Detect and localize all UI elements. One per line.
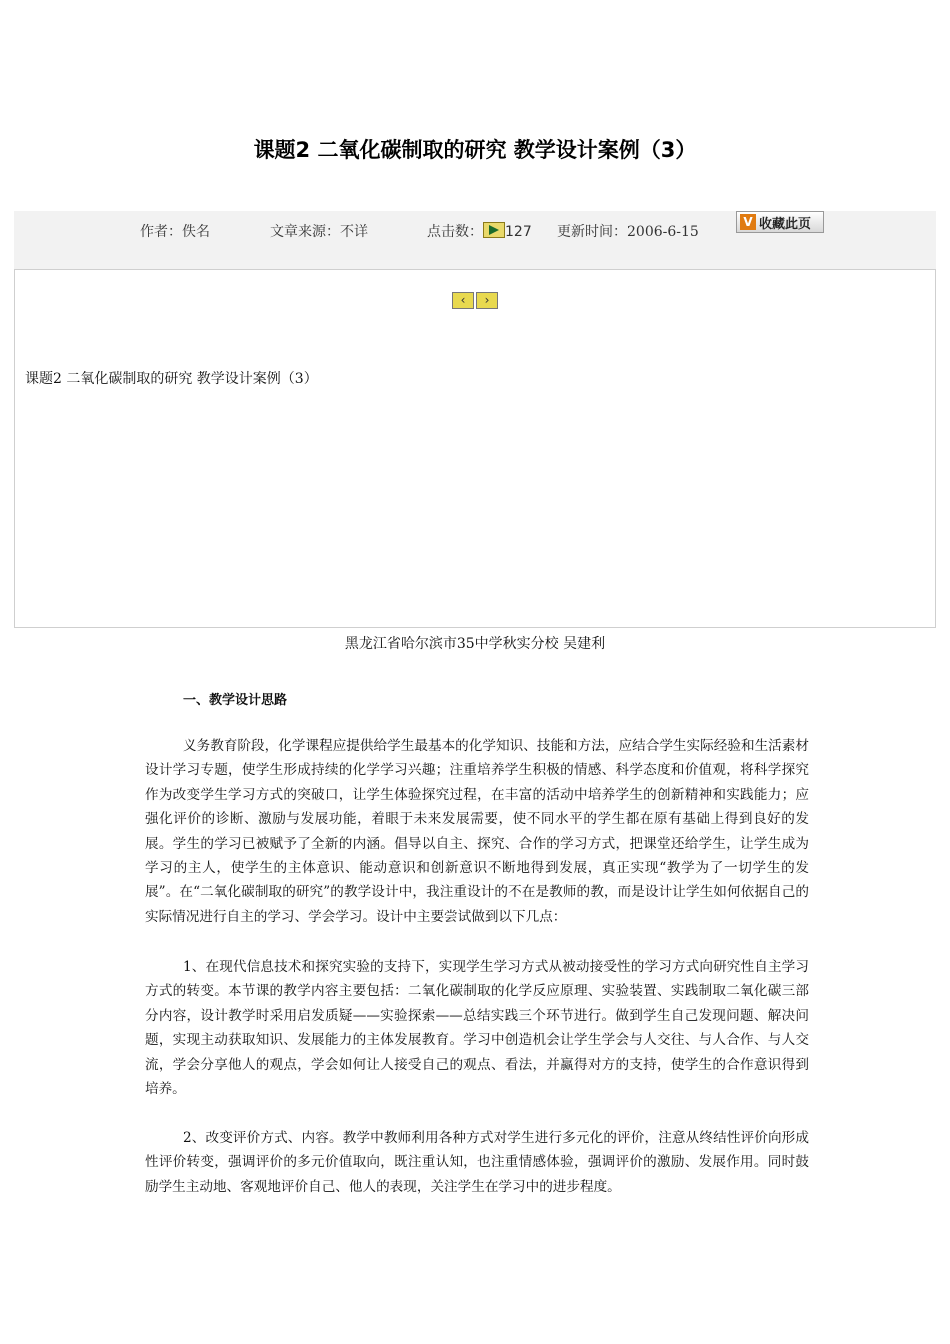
- next-icon[interactable]: ›: [476, 292, 498, 309]
- favorite-icon: V: [740, 214, 756, 230]
- paragraph-2: 1、在现代信息技术和探究实验的支持下，实现学生学习方式从被动接受性的学习方式向研究性自主学习方式的转变。本节课的教学内容主要包括：二氧化碳制取的化学反应原理、实验装置、实践制取二氧化碳三部分内容，设计教学时采用启发质疑——实验探索——总结实践三个环节进行。做到学生自己发现问题、解决问题，实现主动获取知识、发展能力的主体发展教育。学习中创造机会让学生学会与人交往、与人合作、与人交流，学会分享他人的观点，学会如何让人接受自己的观点、看法，并赢得对方的支持，使学生的合作意识得到培养。: [145, 959, 809, 1098]
- content-box-title: 课题2 二氧化碳制取的研究 教学设计案例（3）: [25, 371, 318, 387]
- paragraph-1: 义务教育阶段，化学课程应提供给学生最基本的化学知识、技能和方法，应结合学生实际经验和生活素材设计学习专题，使学生形成持续的化学学习兴趣；注重培养学生积极的情感、科学态度和价值观，将科学探究作为改变学生学习方式的突破口，让学生体验探究过程，在丰富的活动中培养学生的创新精神和实践能力；应强化评价的诊断、激励与发展功能，着眼于未来发展需要，使不同水平的学生都在原有基础上得到良好的发展。学生的学习已被赋予了全新的内涵。倡导以自主、探究、合作的学习方式，把课堂还给学生，让学生成为学习的主人，使学生的主体意识、能动意识和创新意识不断地得到发展，真正实现“教学为了一切学生的发展”。在“二氧化碳制取的研究”的教学设计中，我注重设计的不在是教师的教，而是设计让学生如何依据自己的实际情况进行自主的学习、学会学习。设计中主要尝试做到以下几点：: [145, 738, 809, 925]
- section-heading: 一、教学设计思路: [183, 693, 288, 708]
- author-affiliation: 黑龙江省哈尔滨市35中学秋实分校 吴建利: [344, 636, 606, 652]
- prev-icon[interactable]: ‹: [452, 292, 474, 309]
- source-label: 文章来源：不详: [270, 224, 368, 240]
- article-content-box: [14, 269, 936, 628]
- paragraph-3: 2、改变评价方式、内容。教学中教师利用各种方式对学生进行多元化的评价，注意从终结性评价向形成性评价转变，强调评价的多元价值取向，既注重认知，也注重情感体验，强调评价的激励、发展作用。同时鼓励学生主动地、客观地评价自己、他人的表现，关注学生在学习中的进步程度。: [145, 1130, 809, 1195]
- article-meta-bar: [14, 211, 936, 269]
- hits-counter: [427, 221, 532, 241]
- page-title: 课题2 二氧化碳制取的研究 教学设计案例（3）: [253, 138, 697, 162]
- page-nav-icons: [452, 292, 498, 309]
- favorite-button[interactable]: [736, 211, 824, 233]
- favorite-label: 收藏此页: [759, 216, 812, 232]
- update-time: 更新时间：2006-6-15: [557, 224, 699, 240]
- hits-label: 点击数：: [427, 224, 483, 240]
- hits-icon: [483, 222, 505, 238]
- author-label: 作者：佚名: [140, 224, 210, 240]
- hits-value: 127: [505, 224, 532, 240]
